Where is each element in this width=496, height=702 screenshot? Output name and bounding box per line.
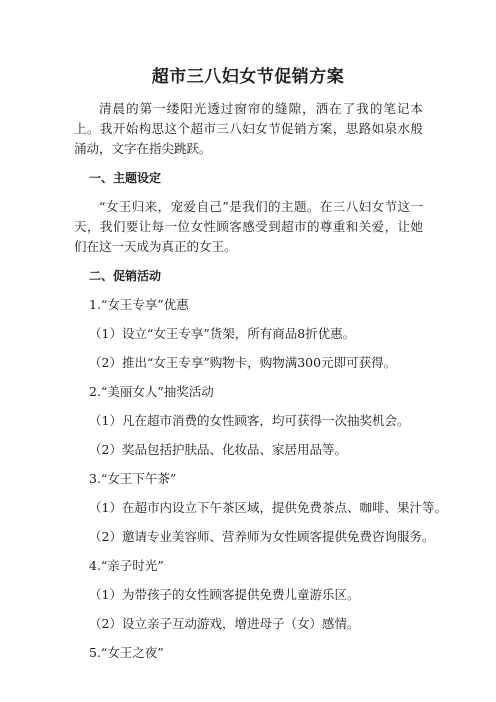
promotion-item: 4.“亲子时光” <box>89 558 164 573</box>
intro-paragraph: 清晨的第一缕阳光透过窗帘的缝隙，洒在了我的笔记本上。我开始构思这个超市三八妇女节促销方案，思路如泉水般涌动，文字在指尖跳跃。 <box>74 101 423 156</box>
promotion-detail: （1）设立“女王专享”货架，所有商品8折优惠。 <box>89 326 356 341</box>
theme-paragraph: “女王归来，宠爱自己”是我们的主题。在三八妇女节这一天，我们要让每一位女性顾客感受到超市的尊重和关爱，让她们在这一天成为真正的女王。 <box>74 199 423 254</box>
section-heading-theme: 一、主题设定 <box>89 171 162 185</box>
promotion-detail: （1）在超市内设立下午茶区域，提供免费茶点、咖啡、果汁等。 <box>89 500 447 515</box>
promotion-item: 2.“美丽女人”抽奖活动 <box>89 384 214 399</box>
promotion-detail: （2）邀请专业美容师、营养师为女性顾客提供免费咨询服务。 <box>89 529 435 544</box>
section-heading-promotions: 二、促销活动 <box>89 269 162 283</box>
document-body <box>74 99 447 672</box>
promotion-detail: （1）为带孩子的女性顾客提供免费儿童游乐区。 <box>89 587 360 602</box>
promotion-detail: （2）设立亲子互动游戏，增进母子（女）感情。 <box>89 616 360 631</box>
promotion-detail: （1）凡在超市消费的女性顾客，均可获得一次抽奖机会。 <box>89 413 410 428</box>
promotion-detail: （2）推出“女王专享”购物卡，购物满300元即可获得。 <box>89 355 397 370</box>
promotion-item: 3.“女王下午茶” <box>89 471 177 486</box>
promotion-detail: （2）奖品包括护肤品、化妆品、家居用品等。 <box>89 442 347 457</box>
promotion-item: 5.“女王之夜” <box>89 645 164 660</box>
document-title: 超市三八妇女节促销方案 <box>151 67 345 87</box>
promotion-item: 1.“女王专享”优惠 <box>89 297 189 312</box>
